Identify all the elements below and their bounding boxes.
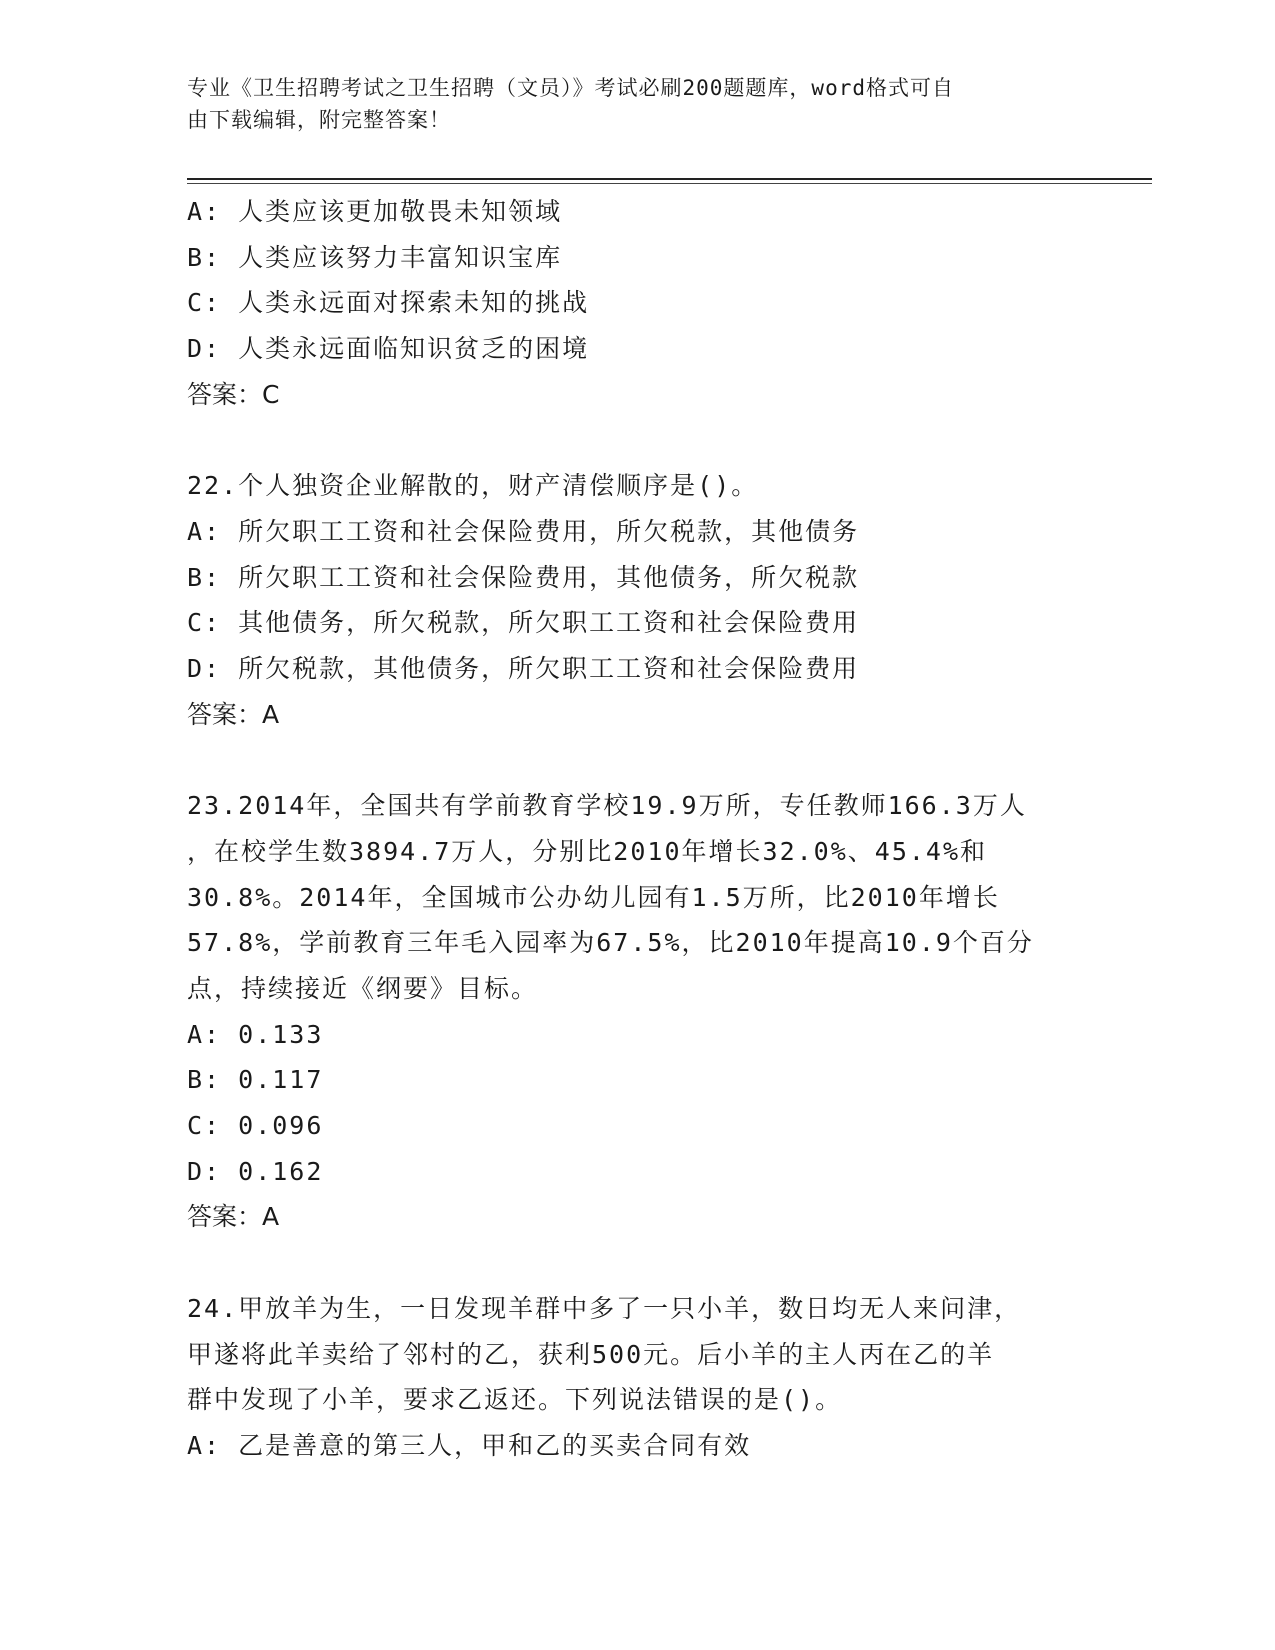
option-a: A: 0.133 xyxy=(187,1019,324,1049)
header-divider-thin xyxy=(187,183,1152,184)
question-stem-line: 24.甲放羊为生，一日发现羊群中多了一只小羊，数日均无人来问津， xyxy=(187,1293,1022,1323)
answer-line: 答案：C xyxy=(187,379,280,409)
question-stem-line: 23.2014年，全国共有学前教育学校19.9万所，专任教师166.3万人 xyxy=(187,791,1027,821)
option-a: A: 人类应该更加敬畏未知领域 xyxy=(187,197,563,226)
question-stem-line: ，在校学生数3894.7万人，分别比2010年增长32.0%、45.4%和 xyxy=(187,836,988,866)
question-24 xyxy=(187,1286,1087,1469)
question-stem-line: 30.8%。2014年，全国城市公办幼儿园有1.5万所，比2010年增长 xyxy=(187,882,1000,912)
option-d: D: 人类永远面临知识贫乏的困境 xyxy=(187,334,590,364)
option-b: B: 人类应该努力丰富知识宝库 xyxy=(187,242,563,272)
option-c: C: 其他债务，所欠税款，所欠职工工资和社会保险费用 xyxy=(187,608,860,638)
option-b: B: 所欠职工工资和社会保险费用，其他债务，所欠税款 xyxy=(187,562,860,592)
question-stem-line: 群中发现了小羊，要求乙返还。下列说法错误的是()。 xyxy=(187,1385,843,1415)
option-d: D: 所欠税款，其他债务，所欠职工工资和社会保险费用 xyxy=(187,654,860,684)
option-c: C: 0.096 xyxy=(187,1111,324,1141)
question-21 xyxy=(187,189,1087,418)
spacer xyxy=(187,737,1087,783)
question-stem: 22.个人独资企业解散的，财产清偿顺序是()。 xyxy=(187,471,759,501)
answer-line: 答案：A xyxy=(187,1202,280,1232)
question-22 xyxy=(187,463,1087,737)
option-a: A: 所欠职工工资和社会保险费用，所欠税款，其他债务 xyxy=(187,516,860,546)
question-content xyxy=(187,189,1087,1469)
question-stem-line: 57.8%，学前教育三年毛入园率为67.5%，比2010年提高10.9个百分 xyxy=(187,928,1034,958)
option-c: C: 人类永远面对探索未知的挑战 xyxy=(187,288,590,318)
question-stem-line: 点，持续接近《纲要》目标。 xyxy=(187,973,539,1003)
spacer xyxy=(187,1240,1087,1286)
question-23 xyxy=(187,783,1087,1240)
header-divider-thick xyxy=(187,178,1152,180)
answer-line: 答案：A xyxy=(187,699,280,729)
spacer xyxy=(187,418,1087,464)
header-line-1: 专业《卫生招聘考试之卫生招聘（文员）》考试必刷200题题库，word格式可自 xyxy=(187,76,954,100)
option-a: A: 乙是善意的第三人，甲和乙的买卖合同有效 xyxy=(187,1430,752,1460)
option-d: D: 0.162 xyxy=(187,1156,324,1186)
document-header xyxy=(187,72,1067,136)
option-b: B: 0.117 xyxy=(187,1065,324,1095)
question-stem-line: 甲遂将此羊卖给了邻村的乙，获利500元。后小羊的主人丙在乙的羊 xyxy=(187,1339,995,1369)
header-line-2: 由下载编辑，附完整答案！ xyxy=(187,108,451,132)
